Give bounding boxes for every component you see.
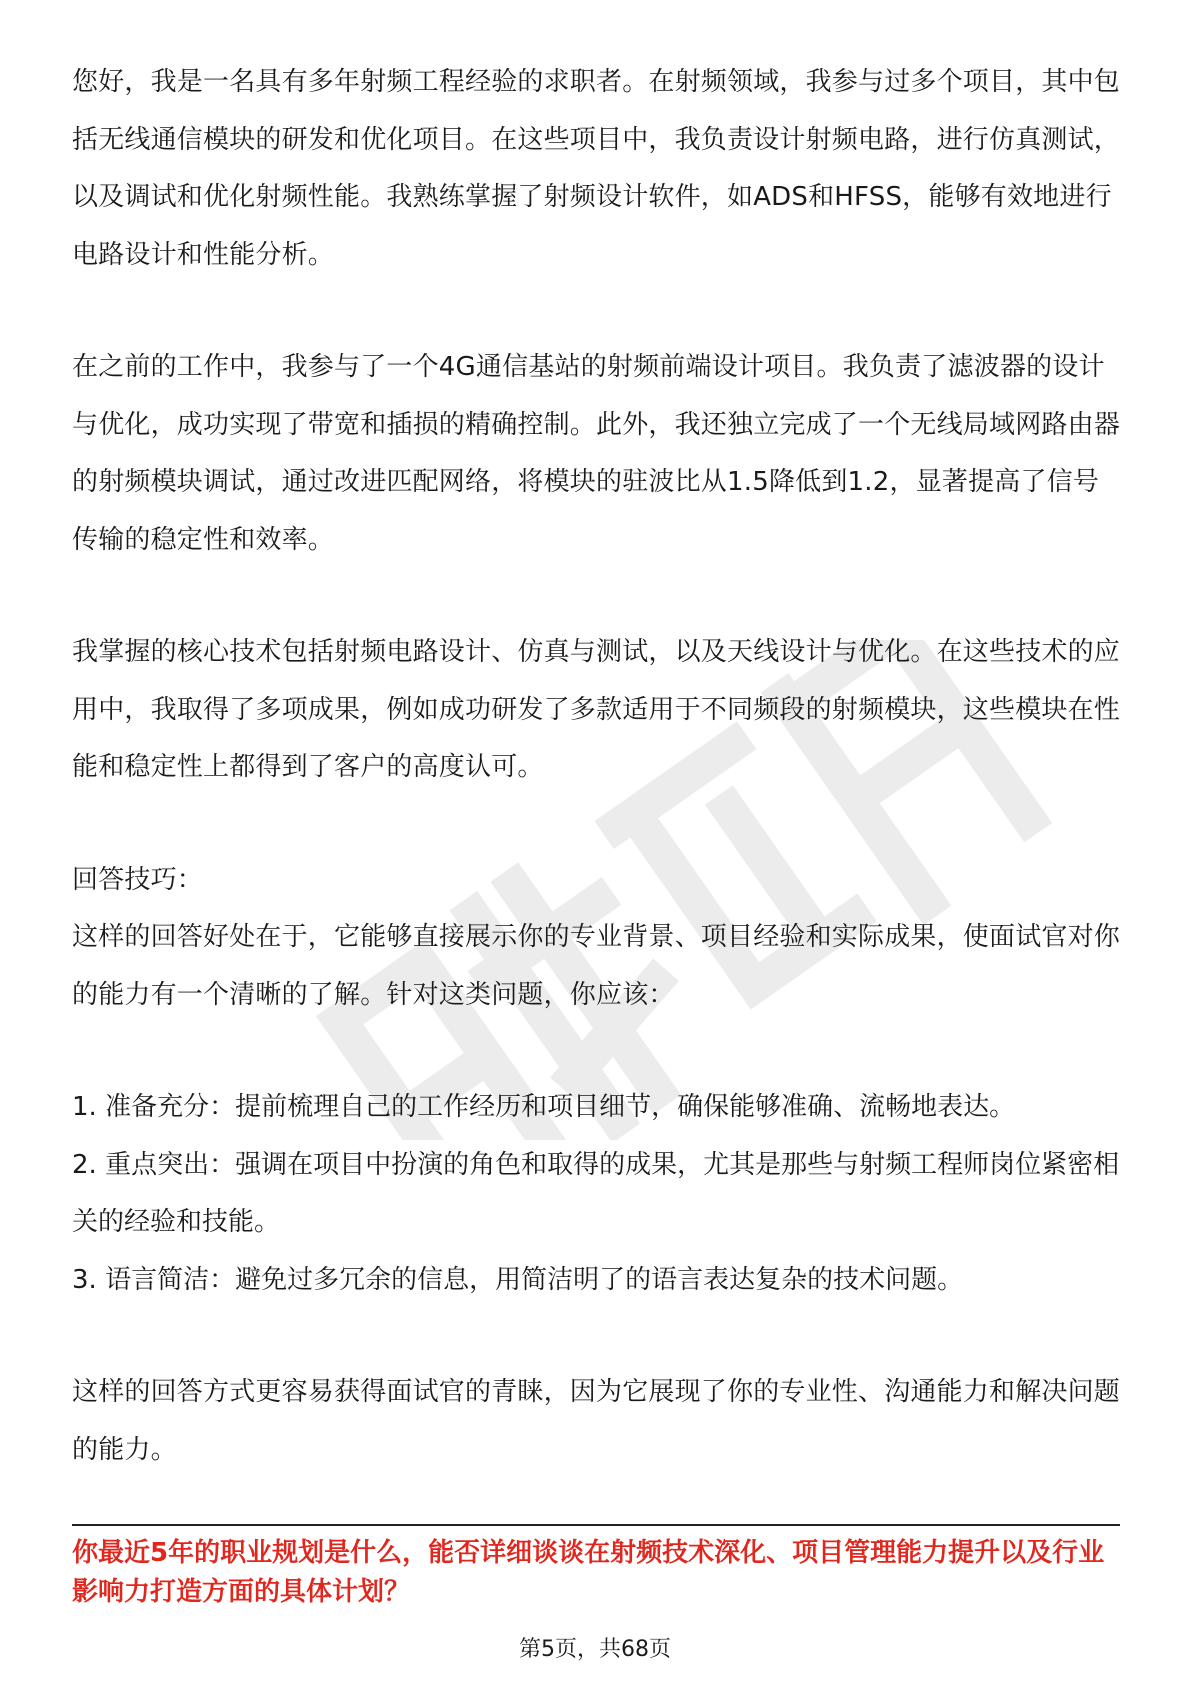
tips-heading: 回答技巧：: [72, 864, 204, 895]
tips-list: [72, 1079, 1120, 1309]
next-question-heading: 你最近5年的职业规划是什么，能否详细谈谈在射频技术深化、项目管理能力提升以及行业影响力打造方面的具体计划？: [72, 1538, 1105, 1607]
answer-paragraph-2: 在之前的工作中，我参与了一个4G通信基站的射频前端设计项目。我负责了滤波器的设计与优化，成功实现了带宽和插损的精确控制。此外，我还独立完成了一个无线局域网路由器的射频模块调试，通过改进匹配网络，将模块的驻波比从1.5降低到1.2，显著提高了信号传输的稳定性和效率。: [72, 352, 1121, 555]
conclusion-paragraph: 这样的回答方式更容易获得面试官的青睐，因为它展现了你的专业性、沟通能力和解决问题的能力。: [72, 1377, 1121, 1465]
list-item: 2. 重点突出：强调在项目中扮演的角色和取得的成果，尤其是那些与射频工程师岗位紧密相关的经验和技能。: [72, 1149, 1120, 1237]
tips-intro: 这样的回答好处在于，它能够直接展示你的专业背景、项目经验和实际成果，使面试官对你的能力有一个清晰的了解。针对这类问题，你应该：: [72, 922, 1121, 1010]
list-item: 3. 语言简洁：避免过多冗余的信息，用简洁明了的语言表达复杂的技术问题。: [72, 1264, 964, 1295]
answer-paragraph-1: 您好，我是一名具有多年射频工程经验的求职者。在射频领域，我参与过多个项目，其中包括无线通信模块的研发和优化项目。在这些项目中，我负责设计射频电路，进行仿真测试，以及调试和优化射频性能。我熟练掌握了射频设计软件，如ADS和HFSS，能够有效地进行电路设计和性能分析。: [72, 67, 1121, 270]
section-divider: [72, 1524, 1120, 1526]
document-body: [72, 54, 1120, 1534]
answer-paragraph-3: 我掌握的核心技术包括射频电路设计、仿真与测试，以及天线设计与优化。在这些技术的应用中，我取得了多项成果，例如成功研发了多款适用于不同频段的射频模块，这些模块在性能和稳定性上都得到了客户的高度认可。: [72, 637, 1121, 782]
list-item: 1. 准备充分：提前梳理自己的工作经历和项目细节，确保能够准确、流畅地表达。: [72, 1092, 1016, 1122]
page-number: 第5页，共68页: [519, 1637, 671, 1662]
